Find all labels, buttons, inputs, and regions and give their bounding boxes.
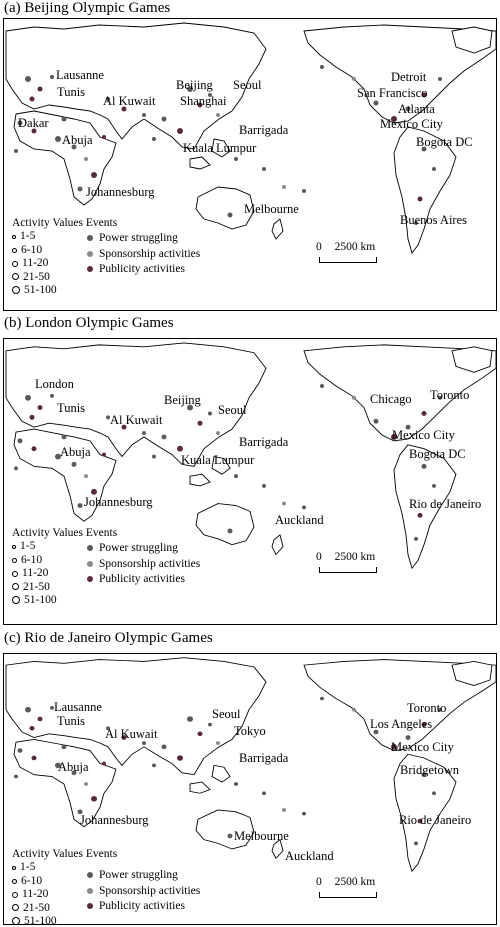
size-label: 21-50: [23, 270, 50, 283]
event-label: Publicity activities: [99, 900, 185, 912]
event-marker: [50, 394, 54, 398]
city-label: Melbourne: [234, 829, 289, 843]
scale-bar: [316, 551, 375, 563]
city-label: San Francisco: [357, 86, 428, 100]
event-marker: [320, 65, 324, 69]
event-label: Publicity activities: [99, 573, 185, 585]
legend-events: [87, 541, 200, 588]
event-marker: [432, 791, 436, 795]
landmass: [190, 782, 210, 793]
city-label: Rio de Janeiro: [399, 813, 472, 827]
size-symbol: [12, 583, 19, 590]
event-marker: [142, 431, 146, 435]
event-power: [87, 231, 200, 247]
city-label: Toronto: [407, 701, 447, 715]
map-legend: [12, 848, 201, 925]
event-publicity: [87, 262, 200, 278]
city-label: Johannesburg: [84, 495, 153, 509]
event-marker: [50, 75, 54, 79]
city-label: Atlanta: [398, 102, 435, 116]
event-marker: [208, 723, 212, 727]
panel-title: (a) Beijing Olympic Games: [4, 0, 171, 16]
city-label: Johannesburg: [80, 813, 149, 827]
event-label: Sponsorship activities: [99, 884, 201, 897]
world-map: [3, 653, 497, 925]
scale-bar: [316, 241, 375, 253]
event-marker: [162, 745, 167, 750]
panel-beijing: [0, 0, 500, 313]
scale-zero: 0: [316, 551, 322, 563]
event-marker: [18, 748, 23, 753]
size-label: 51-100: [24, 593, 57, 606]
city-label: Seoul: [218, 403, 247, 417]
size-label: 1-5: [20, 540, 36, 553]
event-marker: [38, 87, 43, 92]
city-label: Al Kuwait: [103, 94, 156, 108]
world-map: [3, 18, 497, 311]
size-symbol: [12, 866, 16, 870]
event-marker: [282, 185, 286, 189]
event-marker: [228, 213, 233, 218]
event-marker: [422, 464, 427, 469]
event-marker: [32, 446, 37, 451]
city-label: Abuja: [62, 133, 93, 147]
legend-events: [87, 231, 200, 278]
city-label: Chicago: [370, 392, 412, 406]
event-marker: [78, 187, 83, 192]
legend-size-row: [12, 594, 117, 607]
landmass: [190, 157, 210, 169]
event-marker: [234, 157, 238, 161]
event-marker: [432, 167, 436, 171]
event-marker: [84, 157, 88, 161]
size-symbol: [12, 545, 16, 549]
event-marker: [320, 697, 324, 701]
city-label: Shanghai: [180, 94, 227, 108]
legend-header: Activity Values Events: [12, 527, 118, 539]
city-label: Bogota DC: [416, 135, 473, 149]
legend-size-row: [12, 284, 117, 297]
event-marker: [374, 101, 379, 106]
event-marker: [198, 732, 203, 737]
size-label: 11-20: [22, 888, 49, 901]
city-label: Al Kuwait: [105, 727, 158, 741]
size-label: 6-10: [21, 874, 43, 887]
event-marker: [25, 707, 31, 713]
city-label: Al Kuwait: [110, 413, 163, 427]
event-marker: [142, 113, 146, 117]
event-marker: [228, 834, 233, 839]
event-marker: [320, 384, 324, 388]
map-legend: [12, 527, 201, 607]
city-label: Tokyo: [234, 724, 266, 738]
sponsorship-dot-icon: [87, 251, 93, 257]
event-label: Sponsorship activities: [99, 247, 201, 260]
panel-title: (b) London Olympic Games: [4, 315, 174, 331]
city-label: Kuala Lumpur: [181, 453, 255, 467]
event-marker: [262, 484, 266, 488]
panel-title: (c) Rio de Janeiro Olympic Games: [4, 630, 213, 646]
event-marker: [72, 462, 77, 467]
event-marker: [142, 741, 146, 745]
event-marker: [352, 396, 356, 400]
size-symbol: [12, 248, 17, 253]
city-label: Mexico City: [380, 117, 443, 131]
size-symbol: [12, 571, 18, 577]
event-marker: [25, 395, 31, 401]
event-marker: [216, 431, 220, 435]
event-marker: [102, 135, 106, 139]
city-label: Bridgetown: [400, 763, 460, 777]
size-label: 21-50: [23, 901, 50, 914]
event-marker: [438, 77, 442, 81]
size-symbol: [12, 235, 16, 239]
city-label: Abuja: [58, 760, 89, 774]
city-label: Buenos Aires: [400, 213, 468, 227]
city-label: Lausanne: [54, 700, 102, 714]
city-label: Dakar: [18, 116, 49, 130]
scale-line: [319, 567, 377, 573]
sponsorship-dot-icon: [87, 888, 93, 894]
event-sponsorship: [87, 557, 200, 573]
city-label: Melbourne: [244, 202, 299, 216]
event-marker: [187, 716, 193, 722]
power-dot-icon: [87, 235, 93, 241]
size-symbol: [12, 558, 17, 563]
event-marker: [177, 446, 183, 452]
event-marker: [91, 796, 97, 802]
event-publicity: [87, 899, 200, 915]
legend-size-row: [12, 915, 117, 925]
event-marker: [374, 419, 379, 424]
city-label: Kuala Lumpur: [183, 141, 257, 155]
city-label: Lausanne: [56, 68, 104, 82]
event-label: Sponsorship activities: [99, 557, 201, 570]
landmass: [212, 765, 230, 782]
event-publicity: [87, 572, 200, 588]
event-marker: [414, 842, 418, 846]
event-marker: [62, 435, 67, 440]
event-marker: [84, 474, 88, 478]
publicity-dot-icon: [87, 576, 93, 582]
city-label: Mexico City: [392, 428, 455, 442]
event-marker: [14, 775, 18, 779]
size-label: 6-10: [21, 243, 43, 256]
size-symbol: [12, 596, 20, 604]
city-label: Abuja: [60, 445, 91, 459]
size-label: 11-20: [22, 257, 49, 270]
scale-bar: [316, 876, 375, 888]
event-marker: [152, 137, 156, 141]
city-label: Auckland: [275, 513, 324, 527]
event-marker: [208, 411, 212, 415]
city-label: Seoul: [233, 78, 262, 92]
event-marker: [38, 717, 43, 722]
event-marker: [162, 117, 167, 122]
publicity-dot-icon: [87, 903, 93, 909]
event-marker: [198, 421, 203, 426]
city-label: Tunis: [57, 401, 86, 415]
city-label: Beijing: [176, 78, 213, 92]
map-legend: [12, 217, 201, 297]
size-label: 21-50: [23, 580, 50, 593]
size-label: 11-20: [22, 567, 49, 580]
panel-london: [0, 313, 500, 626]
size-symbol: [12, 892, 18, 898]
event-marker: [432, 484, 436, 488]
size-symbol: [12, 904, 19, 911]
sponsorship-dot-icon: [87, 561, 93, 567]
event-marker: [91, 172, 97, 178]
event-marker: [216, 113, 220, 117]
event-marker: [152, 455, 156, 459]
city-label: Beijing: [164, 393, 201, 407]
event-marker: [14, 466, 18, 470]
city-label: Tunis: [57, 714, 86, 728]
event-marker: [282, 808, 286, 812]
event-marker: [302, 506, 306, 510]
event-marker: [216, 741, 220, 745]
event-sponsorship: [87, 884, 200, 900]
event-marker: [418, 513, 423, 518]
event-marker: [262, 791, 266, 795]
event-marker: [30, 415, 35, 420]
event-marker: [352, 77, 356, 81]
city-label: Rio de Janeiro: [409, 497, 482, 511]
event-marker: [177, 755, 183, 761]
city-label: Los Angeles: [370, 717, 433, 731]
event-marker: [234, 474, 238, 478]
city-label: Mexico City: [391, 740, 454, 754]
scale-distance: 2500 km: [334, 876, 376, 888]
event-marker: [25, 76, 31, 82]
publicity-dot-icon: [87, 266, 93, 272]
size-symbol: [12, 286, 20, 294]
event-marker: [30, 726, 35, 731]
size-label: 1-5: [20, 230, 36, 243]
event-label: Power struggling: [99, 869, 178, 881]
scale-line: [319, 892, 377, 898]
power-dot-icon: [87, 545, 93, 551]
size-label: 51-100: [24, 283, 57, 296]
size-symbol: [12, 879, 17, 884]
event-marker: [55, 136, 61, 142]
legend-events: [87, 868, 200, 915]
event-marker: [177, 128, 183, 134]
scale-distance: 2500 km: [334, 551, 376, 563]
scale-zero: 0: [316, 241, 322, 253]
event-marker: [84, 782, 88, 786]
scale-zero: 0: [316, 876, 322, 888]
event-marker: [91, 489, 97, 495]
event-marker: [228, 529, 233, 534]
city-label: Barrigada: [239, 751, 289, 765]
city-label: Toronto: [430, 388, 470, 402]
scale-distance: 2500 km: [334, 241, 376, 253]
event-power: [87, 541, 200, 557]
event-label: Publicity activities: [99, 263, 185, 275]
event-marker: [414, 537, 418, 541]
size-symbol: [12, 261, 18, 267]
event-marker: [262, 167, 266, 171]
event-power: [87, 868, 200, 884]
landmass: [272, 219, 283, 239]
landmass: [196, 504, 254, 545]
event-marker: [234, 782, 238, 786]
size-label: 6-10: [21, 553, 43, 566]
event-marker: [30, 97, 35, 102]
event-marker: [352, 708, 356, 712]
city-label: Barrigada: [239, 435, 289, 449]
scale-line: [319, 257, 377, 263]
city-label: Tunis: [57, 85, 86, 99]
city-label: London: [35, 377, 74, 391]
event-marker: [62, 745, 67, 750]
city-label: Bogota DC: [409, 447, 466, 461]
event-marker: [302, 812, 306, 816]
event-marker: [282, 502, 286, 506]
city-label: Detroit: [391, 70, 427, 84]
legend-header: Activity Values Events: [12, 848, 118, 860]
city-label: Auckland: [285, 849, 334, 863]
size-symbol: [12, 917, 20, 925]
event-sponsorship: [87, 247, 200, 263]
event-marker: [102, 762, 106, 766]
event-marker: [422, 411, 427, 416]
legend-header: Activity Values Events: [12, 217, 118, 229]
panel-rio: [0, 626, 500, 927]
event-label: Power struggling: [99, 232, 178, 244]
event-marker: [14, 149, 18, 153]
event-label: Power struggling: [99, 542, 178, 554]
event-marker: [418, 197, 423, 202]
landmass: [190, 474, 210, 486]
landmass: [272, 535, 283, 555]
event-marker: [152, 764, 156, 768]
event-marker: [302, 189, 306, 193]
world-map: [3, 338, 497, 625]
event-marker: [38, 405, 43, 410]
event-marker: [18, 438, 23, 443]
city-label: Seoul: [212, 707, 241, 721]
event-marker: [62, 117, 67, 122]
size-symbol: [12, 273, 19, 280]
city-label: Johannesburg: [86, 185, 155, 199]
size-label: 51-100: [24, 914, 57, 925]
event-marker: [102, 453, 106, 457]
event-marker: [78, 503, 83, 508]
size-label: 1-5: [20, 861, 36, 874]
event-marker: [162, 435, 167, 440]
city-label: Barrigada: [239, 123, 289, 137]
event-marker: [32, 756, 37, 761]
power-dot-icon: [87, 872, 93, 878]
